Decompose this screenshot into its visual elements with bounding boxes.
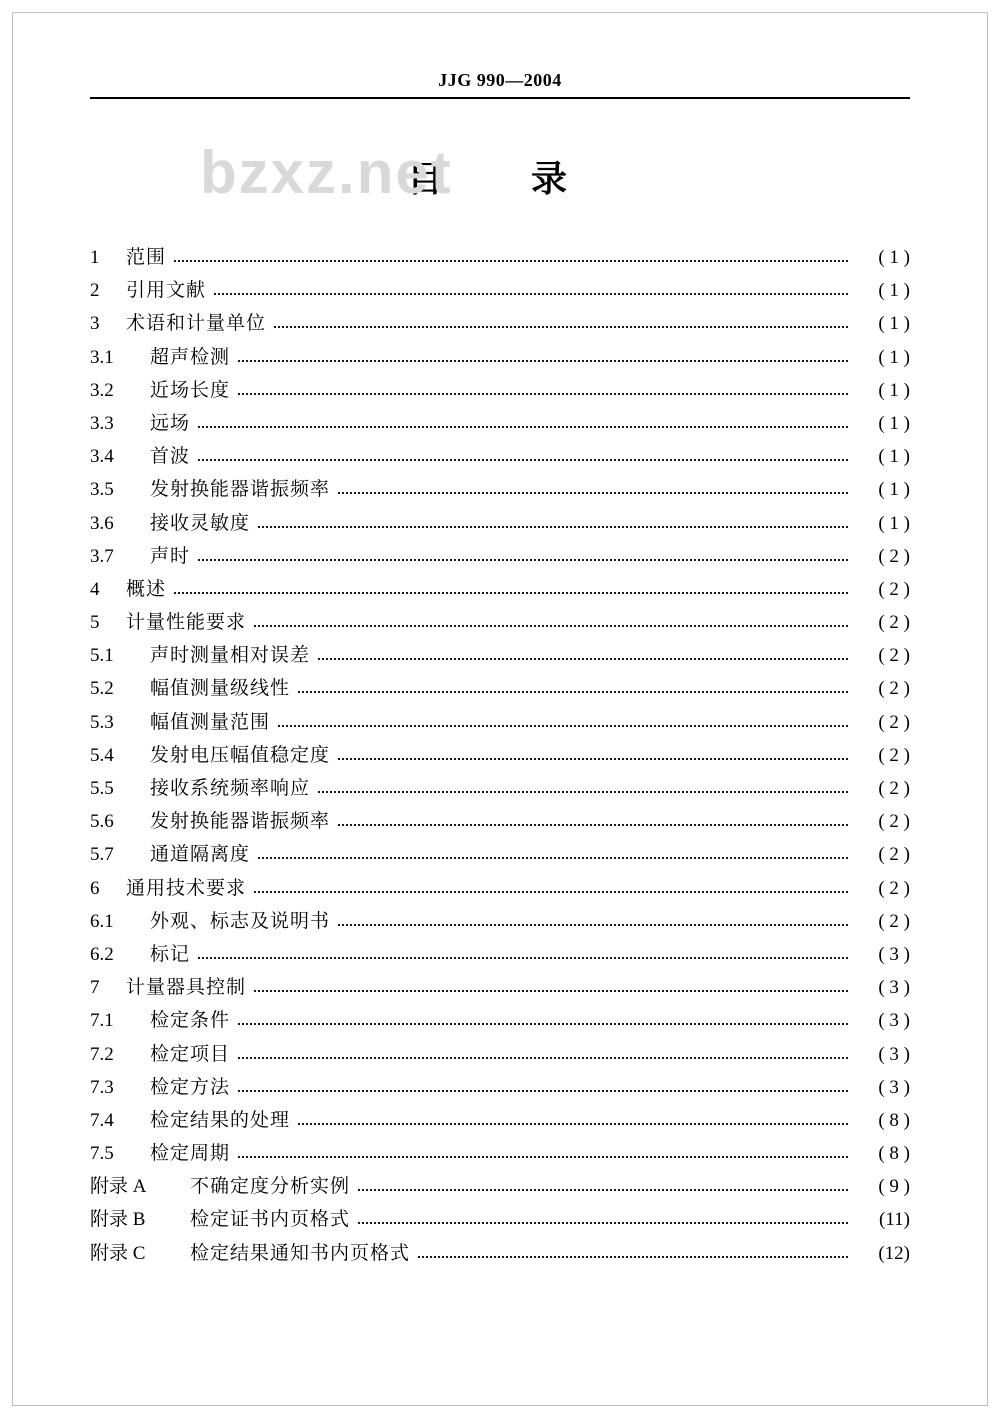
toc-leader-dots: [254, 624, 848, 627]
toc-leader-dots: [258, 856, 848, 859]
toc-entry[interactable]: [90, 480, 910, 499]
toc-entry-number: 6: [90, 877, 100, 899]
toc-entry[interactable]: [90, 912, 910, 931]
toc-leader-dots: [418, 1255, 848, 1258]
toc-entry-page: ( 2 ): [878, 711, 910, 733]
toc-entry-label: 近场长度: [150, 379, 231, 401]
toc-leader-dots: [174, 259, 848, 262]
toc-entry-label: 检定条件: [150, 1010, 231, 1032]
toc-entry-page: ( 2 ): [878, 545, 910, 567]
toc-entry-number: 附录 C: [90, 1242, 146, 1264]
toc-leader-dots: [358, 1221, 848, 1224]
toc-entry[interactable]: [90, 1045, 910, 1064]
toc-leader-dots: [214, 292, 848, 295]
toc-leader-dots: [338, 491, 848, 494]
toc-entry-label: 检定结果的处理: [150, 1109, 291, 1131]
toc-entry[interactable]: [90, 348, 910, 367]
toc-entry-number: 6.1: [90, 910, 114, 932]
toc-entry-label: 计量器具控制: [126, 977, 247, 999]
toc-entry[interactable]: [90, 1210, 910, 1229]
toc-entry[interactable]: [90, 945, 910, 964]
toc-entry[interactable]: [90, 580, 910, 599]
toc-entry-number: 5.7: [90, 844, 114, 866]
toc-entry-page: ( 2 ): [878, 844, 910, 866]
toc-entry-label: 标记: [150, 943, 191, 965]
toc-entry[interactable]: [90, 1144, 910, 1163]
toc-entry-label: 幅值测量范围: [150, 711, 271, 733]
toc-entry[interactable]: [90, 1244, 910, 1263]
toc-leader-dots: [298, 1122, 848, 1125]
toc-entry-page: ( 1 ): [878, 412, 910, 434]
toc-leader-dots: [198, 558, 848, 561]
toc-entry-page: (11): [879, 1209, 910, 1231]
toc-entry-number: 3.6: [90, 512, 114, 534]
toc-entry[interactable]: [90, 779, 910, 798]
toc-entry-page: ( 8 ): [878, 1109, 910, 1131]
toc-entry-page: ( 3 ): [878, 1043, 910, 1065]
page-title: 目 录: [406, 159, 593, 199]
toc-entry-number: 6.2: [90, 943, 114, 965]
toc-entry[interactable]: [90, 1111, 910, 1130]
toc-entry-page: ( 1 ): [878, 512, 910, 534]
toc-entry-label: 检定周期: [150, 1143, 231, 1165]
toc-entry-label: 引用文献: [126, 280, 207, 302]
toc-entry-page: ( 2 ): [878, 811, 910, 833]
toc-entry-label: 外观、标志及说明书: [150, 910, 331, 932]
toc-entry-number: 3.3: [90, 412, 114, 434]
toc-entry-page: ( 8 ): [878, 1143, 910, 1165]
toc-leader-dots: [198, 425, 848, 428]
toc-entry[interactable]: [90, 514, 910, 533]
toc-entry-label: 检定方法: [150, 1076, 231, 1098]
toc-entry[interactable]: [90, 1177, 910, 1196]
toc-leader-dots: [318, 790, 848, 793]
toc-leader-dots: [298, 690, 848, 693]
toc-entry-label: 通道隔离度: [150, 844, 251, 866]
toc-leader-dots: [238, 1089, 848, 1092]
toc-entry-page: (12): [878, 1242, 910, 1264]
toc-entry-number: 7.1: [90, 1010, 114, 1032]
toc-entry-page: ( 1 ): [878, 346, 910, 368]
toc-entry-label: 接收灵敏度: [150, 512, 251, 534]
toc-entry-label: 检定证书内页格式: [190, 1209, 351, 1231]
table-of-contents: [90, 248, 910, 1263]
toc-entry-number: 3: [90, 313, 100, 335]
toc-entry-number: 5.6: [90, 811, 114, 833]
toc-entry[interactable]: [90, 845, 910, 864]
toc-entry-page: ( 1 ): [878, 313, 910, 335]
toc-entry-label: 检定项目: [150, 1043, 231, 1065]
toc-entry-label: 幅值测量级线性: [150, 678, 291, 700]
toc-leader-dots: [258, 525, 848, 528]
toc-entry-number: 7.5: [90, 1143, 114, 1165]
toc-leader-dots: [278, 724, 848, 727]
toc-entry-label: 范围: [126, 247, 167, 268]
toc-leader-dots: [238, 392, 848, 395]
toc-entry[interactable]: [90, 1011, 910, 1030]
toc-entry-page: ( 3 ): [878, 1076, 910, 1098]
toc-entry-page: ( 3 ): [878, 943, 910, 965]
toc-entry-number: 7.2: [90, 1043, 114, 1065]
toc-entry-page: ( 9 ): [878, 1176, 910, 1198]
toc-entry[interactable]: [90, 679, 910, 698]
toc-leader-dots: [274, 325, 848, 328]
toc-entry[interactable]: [90, 613, 910, 632]
toc-entry-page: ( 2 ): [878, 910, 910, 932]
toc-entry-label: 首波: [150, 446, 191, 468]
toc-entry-number: 7: [90, 977, 100, 999]
toc-entry-number: 7.4: [90, 1109, 114, 1131]
toc-entry[interactable]: [90, 381, 910, 400]
toc-entry-page: ( 2 ): [878, 877, 910, 899]
toc-entry-label: 发射换能器谐振频率: [150, 479, 331, 501]
toc-leader-dots: [254, 890, 848, 893]
toc-entry-page: ( 2 ): [878, 678, 910, 700]
toc-leader-dots: [338, 923, 848, 926]
toc-entry[interactable]: [90, 812, 910, 831]
toc-entry-label: 远场: [150, 412, 191, 434]
toc-entry-number: 4: [90, 578, 100, 600]
toc-entry-number: 5: [90, 612, 100, 634]
toc-entry[interactable]: [90, 414, 910, 433]
toc-entry[interactable]: [90, 281, 910, 300]
page-content: [90, 70, 910, 1277]
toc-entry-page: ( 1 ): [878, 247, 910, 268]
toc-entry-number: 3.1: [90, 346, 114, 368]
toc-leader-dots: [338, 757, 848, 760]
toc-leader-dots: [338, 823, 848, 826]
toc-entry-number: 7.3: [90, 1076, 114, 1098]
toc-entry-number: 1: [90, 247, 100, 268]
toc-entry-number: 5.4: [90, 744, 114, 766]
standard-code: JJG 990—2004: [438, 70, 562, 90]
toc-entry-label: 术语和计量单位: [126, 313, 267, 335]
toc-entry-label: 概述: [126, 578, 167, 600]
toc-entry-number: 2: [90, 280, 100, 302]
toc-entry-page: ( 1 ): [878, 379, 910, 401]
toc-entry-label: 声时: [150, 545, 191, 567]
toc-leader-dots: [254, 989, 848, 992]
toc-entry-number: 5.1: [90, 645, 114, 667]
toc-entry-number: 5.3: [90, 711, 114, 733]
toc-entry-label: 发射电压幅值稳定度: [150, 744, 331, 766]
toc-entry-number: 3.2: [90, 379, 114, 401]
toc-leader-dots: [238, 1056, 848, 1059]
toc-entry-page: ( 3 ): [878, 977, 910, 999]
toc-entry-label: 检定结果通知书内页格式: [190, 1242, 411, 1264]
toc-entry-label: 接收系统频率响应: [150, 778, 311, 799]
watermark-text: bzxz.net: [200, 139, 453, 206]
toc-entry-number: 5.5: [90, 778, 114, 799]
toc-entry-page: ( 3 ): [878, 1010, 910, 1032]
toc-entry-number: 5.2: [90, 678, 114, 700]
toc-leader-dots: [238, 1155, 848, 1158]
toc-entry[interactable]: [90, 879, 910, 898]
toc-entry-label: 通用技术要求: [126, 877, 247, 899]
toc-entry[interactable]: [90, 746, 910, 765]
toc-entry[interactable]: [90, 447, 910, 466]
toc-entry-page: ( 2 ): [878, 645, 910, 667]
toc-entry-number: 3.5: [90, 479, 114, 501]
toc-entry-number: 附录 A: [90, 1176, 147, 1198]
toc-entry-page: ( 2 ): [878, 612, 910, 634]
toc-leader-dots: [198, 956, 848, 959]
toc-entry-page: ( 1 ): [878, 446, 910, 468]
toc-entry-label: 计量性能要求: [126, 612, 247, 634]
toc-entry[interactable]: [90, 547, 910, 566]
toc-leader-dots: [318, 657, 848, 660]
toc-entry[interactable]: [90, 248, 910, 267]
toc-leader-dots: [358, 1188, 848, 1191]
toc-entry[interactable]: [90, 713, 910, 732]
toc-leader-dots: [238, 359, 848, 362]
toc-entry[interactable]: [90, 314, 910, 333]
toc-entry-label: 超声检测: [150, 346, 231, 368]
toc-leader-dots: [238, 1022, 848, 1025]
toc-entry[interactable]: [90, 978, 910, 997]
toc-entry-number: 附录 B: [90, 1209, 146, 1231]
toc-entry[interactable]: [90, 646, 910, 665]
toc-entry-number: 3.7: [90, 545, 114, 567]
toc-entry-label: 声时测量相对误差: [150, 645, 311, 667]
toc-entry-page: ( 1 ): [878, 280, 910, 302]
toc-entry-page: ( 2 ): [878, 778, 910, 799]
toc-leader-dots: [198, 458, 848, 461]
toc-entry[interactable]: [90, 1078, 910, 1097]
toc-leader-dots: [174, 591, 848, 594]
toc-entry-page: ( 2 ): [878, 744, 910, 766]
toc-entry-number: 3.4: [90, 446, 114, 468]
page-header: [90, 70, 910, 99]
toc-entry-page: ( 2 ): [878, 578, 910, 600]
toc-entry-page: ( 1 ): [878, 479, 910, 501]
toc-entry-label: 不确定度分析实例: [190, 1176, 351, 1198]
toc-entry-label: 发射换能器谐振频率: [150, 811, 331, 833]
